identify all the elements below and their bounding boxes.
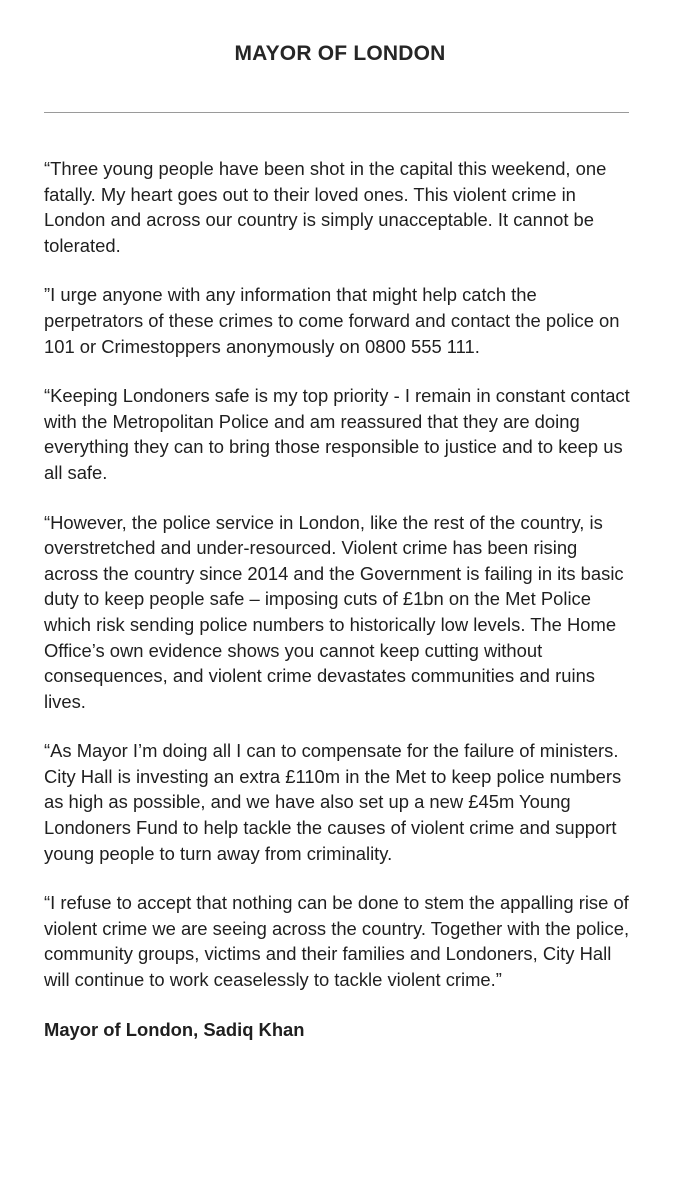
paragraph-2: ”I urge anyone with any information that might help catch the perpetrators of these crimes to come forward and contact the police on 101 or Crimestoppers anonymously on 0800 555 111.: [44, 284, 620, 357]
signature: Mayor of London, Sadiq Khan: [44, 1018, 305, 1040]
paragraph-6: “I refuse to accept that nothing can be done to stem the appalling rise of violent crime we are seeing across the country. Together with the police, community groups, victims and their families and Londoners, City Hall will continue to work ceaselessly to tackle violent crime.”: [44, 892, 630, 991]
paragraph-5: “As Mayor I’m doing all I can to compensate for the failure of ministers. City Hall is investing an extra £110m in the Met to keep police numbers as high as possible, and we have also set up a new £45m Young Londoners Fund to help tackle the causes of violent crime and support young people to turn away from criminality.: [44, 740, 622, 864]
page-title: MAYOR OF LONDON: [234, 42, 446, 65]
paragraph-4: “However, the police service in London, like the rest of the country, is overstretched and under-resourced. Violent crime has been rising across the country since 2014 and the Government is failing in its basic duty to keep people safe – imposing cuts of £1bn on the Met Police which risk sending police numbers to historically low levels. The Home Office’s own evidence shows you cannot keep cutting without consequences, and violent crime devastates communities and ruins lives.: [44, 511, 624, 712]
paragraph-1: “Three young people have been shot in the capital this weekend, one fatally. My heart goes out to their loved ones. This violent crime in London and across our country is simply unacceptable. It cannot be tolerated.: [44, 158, 607, 256]
statement-body: [44, 156, 636, 1042]
paragraph-3: “Keeping Londoners safe is my top priority - I remain in constant contact with the Metropolitan Police and am reassured that they are doing everything they can to bring those responsible to justice and to keep us all safe.: [44, 385, 630, 483]
header-divider: [44, 112, 629, 113]
